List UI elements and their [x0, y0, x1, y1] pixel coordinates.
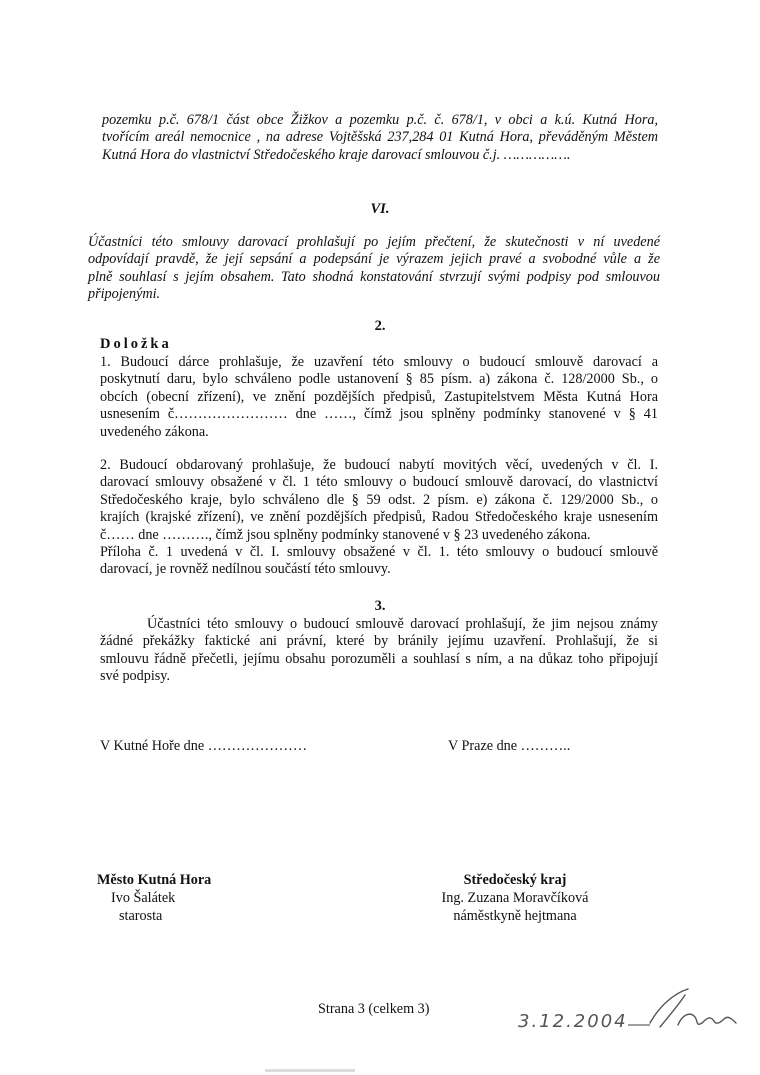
- text-line: odpovídají pravdě, že její sepsání a podepsání je výrazem jejich pravé a svobodné vůle a že: [88, 251, 660, 268]
- text-line: Účastníci této smlouvy darovací prohlašují po jejím přečtení, že skutečnosti v ní uvedené: [88, 234, 660, 250]
- text-line: 2. Budoucí obdarovaný prohlašuje, že budoucí nabytí movitých věcí, uvedených v čl. I.: [100, 457, 658, 473]
- section-2-subheading: Doložka: [100, 336, 172, 352]
- text-line: plně souhlasí s jejím obsahem. Tato shodná konstatování stvrzují svými podpisy pod smlouvou: [88, 268, 660, 285]
- text-line: č…… dne ………., čímž jsou splněny podmínky stanovené v § 23 uvedeného zákona.: [100, 526, 591, 543]
- text-line: Kutná Hora do vlastnictví Středočeského kraje darovací smlouvou č.j. …………….: [102, 146, 571, 163]
- section-2-heading: 2.: [374, 318, 386, 334]
- text-line: poskytnutí daru, bylo schváleno podle ustanovení § 85 písm. a) zákona č. 128/2000 Sb., o: [100, 371, 658, 388]
- text-line: darovací, je rovněž nedílnou součástí této smlouvy.: [100, 561, 391, 578]
- signature-block-right: [420, 872, 610, 925]
- signature-block-left: [97, 872, 211, 925]
- place-date-left: V Kutné Hoře dne …………………: [100, 738, 308, 754]
- signatory-entity: Město Kutná Hora: [97, 872, 212, 888]
- text-line: Příloha č. 1 uvedená v čl. I. smlouvy obsažené v čl. 1. této smlouvy o budoucí smlouvě: [100, 544, 658, 561]
- text-line: žádné překážky faktické ani právní, které by bránily jejímu uzavření. Prohlašují, že si: [100, 633, 658, 650]
- signatory-role: starosta: [119, 908, 163, 924]
- place-date-right: V Praze dne ………..: [448, 738, 571, 754]
- section-vi-heading: VI.: [370, 201, 390, 217]
- text-line: své podpisy.: [100, 668, 171, 685]
- scan-artifact: [265, 1069, 355, 1072]
- text-line: darovací smlouvy obsažené v čl. 1 této smlouvy o budoucí smlouvě darovací, do vlastnictví: [100, 474, 658, 491]
- text-line: 1. Budoucí dárce prohlašuje, že uzavření této smlouvy o budoucí smlouvě darovací a: [100, 354, 658, 370]
- section-2-paragraph-1: [100, 354, 658, 441]
- section-vi-paragraph: [88, 234, 660, 304]
- intro-paragraph: [102, 112, 658, 164]
- handwritten-date-signature: [510, 985, 750, 1045]
- text-line: Účastníci této smlouvy o budoucí smlouvě darovací prohlašují, že jim nejsou známy: [147, 616, 658, 632]
- section-2-paragraph-2: [100, 457, 658, 579]
- text-line: smlouvu řádně přečetli, jejímu obsahu porozuměli a souhlasí s ním, a na důkaz toho připojují: [100, 650, 658, 667]
- section-3-heading: 3.: [374, 598, 386, 614]
- text-line: krajích (krajské zřízení), ve znění pozdějších předpisů, Radou Středočeského kraje usnesením: [100, 509, 658, 526]
- text-line: pozemku p.č. 678/1 část obce Žižkov a pozemku p.č. č. 678/1, v obci a k.ú. Kutná Hora,: [102, 112, 658, 128]
- text-line: tvořícím areál nemocnice , na adrese Vojtěšská 237,284 01 Kutná Hora, převáděným Městem: [102, 129, 658, 146]
- text-line: Středočeského kraje, bylo schváleno dle § 59 odst. 2 písm. e) zákona č. 129/2000 Sb., o: [100, 491, 658, 508]
- signatory-name: Ing. Zuzana Moravčíková: [441, 890, 589, 906]
- signatory-role: náměstkyně hejtmana: [453, 908, 577, 924]
- signatory-entity: Středočeský kraj: [463, 872, 567, 888]
- text-line: obcích (obecní zřízení), ve znění pozdějších předpisů, Zastupitelstvem Města Kutná Hora: [100, 388, 658, 405]
- page-number: Strana 3 (celkem 3): [318, 1001, 430, 1017]
- handwritten-date: 3.12.2004: [518, 1011, 628, 1032]
- text-line: usnesením č…………………… dne ……, čímž jsou splněny podmínky stanovené v § 41: [100, 406, 658, 423]
- text-line: uvedeného zákona.: [100, 423, 209, 440]
- text-line: připojenými.: [88, 286, 161, 303]
- section-3-paragraph: [100, 616, 658, 686]
- signatory-name: Ivo Šalátek: [111, 890, 176, 906]
